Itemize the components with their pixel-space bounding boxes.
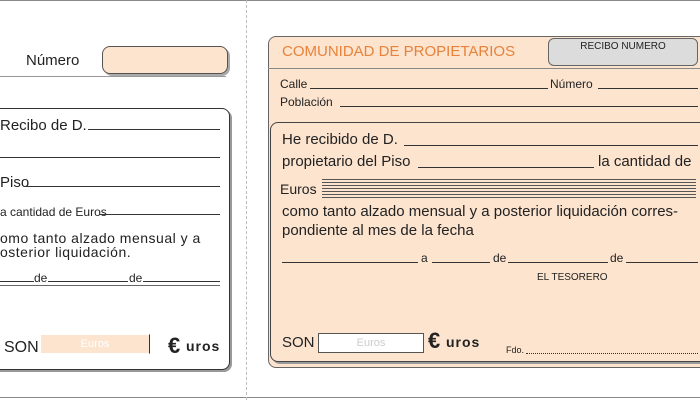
he-recibido-label: He recibido de D. <box>282 131 398 148</box>
date-de-2: de <box>610 251 624 265</box>
receipt-header-title: COMUNIDAD DE PROPIETARIOS <box>282 43 516 60</box>
perforation-line <box>246 0 247 400</box>
son-label: SON <box>282 334 315 351</box>
date-year-line[interactable] <box>626 262 698 263</box>
tesorero-label: EL TESORERO <box>537 272 608 283</box>
euros-amount-field[interactable] <box>322 178 696 198</box>
poblacion-line[interactable] <box>340 106 698 107</box>
date-a-label: a <box>421 251 428 265</box>
stub-piso-label: Piso <box>0 174 30 191</box>
propietario-label: propietario del Piso <box>282 153 411 170</box>
concepto-line-1: como tanto alzado mensual y a posterior liquidación corres- <box>282 203 679 220</box>
stub-euros-field[interactable]: Euros <box>40 334 150 354</box>
stub-concepto-2: osterior liquidación. <box>0 244 132 260</box>
he-recibido-line[interactable] <box>404 145 698 146</box>
stub-recibo-label: Recibo de D. <box>0 117 87 134</box>
son-euros-field[interactable]: Euros <box>318 333 424 353</box>
piso-line[interactable] <box>418 167 594 168</box>
stub-recibo-line[interactable] <box>88 129 220 130</box>
euros-label: Euros <box>280 181 317 197</box>
son-euros-suffix: uros <box>446 334 481 350</box>
date-month-line[interactable] <box>508 262 608 263</box>
stub-concepto-1: omo tanto alzado mensual y a <box>0 230 201 246</box>
poblacion-label: Población <box>280 95 333 109</box>
stub-divider <box>0 76 226 77</box>
concepto-line-2: pondiente al mes de la fecha <box>282 222 474 239</box>
stub-date-month-line[interactable] <box>48 281 128 282</box>
date-day-line[interactable] <box>432 262 490 263</box>
fdo-label: Fdo. <box>506 345 525 355</box>
date-place-line[interactable] <box>282 262 418 263</box>
stub-numero-field[interactable] <box>102 46 228 74</box>
stub-date-year-line[interactable] <box>143 281 220 282</box>
euro-icon: € <box>428 328 441 353</box>
stub-euro-icon: € <box>168 333 181 358</box>
date-de-1: de <box>493 251 507 265</box>
stub-date-de-2: de <box>129 271 143 285</box>
stub-cantidad-label: a cantidad de Euros <box>0 205 107 219</box>
cantidad-label: la cantidad de <box>598 153 692 170</box>
stub-date-underline <box>0 285 220 286</box>
calle-label: Calle <box>280 77 308 91</box>
stub-date-de-1: de <box>34 271 48 285</box>
recibo-numero-label: RECIBO NUMERO <box>580 41 666 52</box>
stub-numero-label: Número <box>26 52 80 69</box>
page-top-edge <box>0 0 700 1</box>
stub-date-day-line[interactable] <box>0 281 34 282</box>
recibo-numero-field[interactable] <box>548 38 698 66</box>
receipt-header-divider <box>268 68 700 69</box>
stub-euros-label: uros <box>186 338 221 354</box>
stub-cantidad-line[interactable] <box>100 214 220 215</box>
fdo-signature-line[interactable] <box>526 353 698 354</box>
numero-line[interactable] <box>598 88 698 89</box>
stub-son-label: SON <box>4 339 39 356</box>
numero-label: Número <box>550 77 593 91</box>
page-bottom-edge <box>0 397 700 398</box>
stub-recibo-line-2[interactable] <box>0 157 220 158</box>
stub-piso-line[interactable] <box>24 186 220 187</box>
calle-line[interactable] <box>310 88 548 89</box>
